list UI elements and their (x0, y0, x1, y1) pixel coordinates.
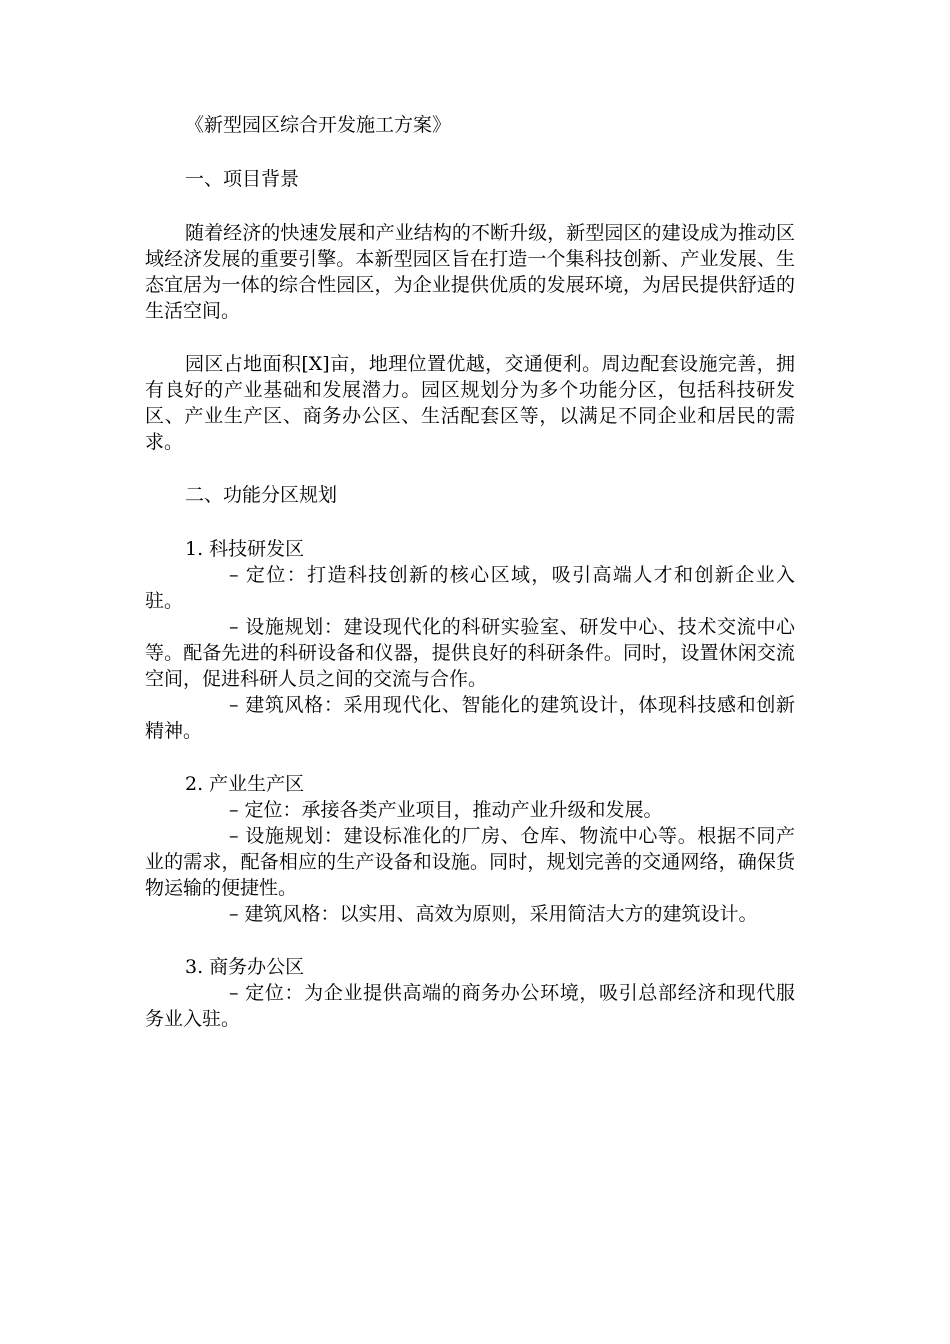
background-paragraph-1: 随着经济的快速发展和产业结构的不断升级，新型园区的建设成为推动区域经济发展的重要引擎。本新型园区旨在打造一个集科技创新、产业发展、生态宜居为一体的综合性园区，为企业提供优质的发展环境，为居民提供舒适的生活空间。 (145, 222, 795, 322)
section-heading-zoning: 二、功能分区规划 (185, 484, 338, 506)
document-body (145, 112, 795, 1059)
zone-bullet: – 设施规划：建设标准化的厂房、仓库、物流中心等。根据不同产业的需求，配备相应的生产设备和设施。同时，规划完善的交通网络，确保货物运输的便捷性。 (145, 825, 795, 899)
zone-business (145, 954, 795, 1032)
zone-title: 2. 产业生产区 (185, 773, 305, 795)
zone-production (145, 771, 795, 927)
zone-bullet: – 建筑风格：采用现代化、智能化的建筑设计，体现科技感和创新精神。 (145, 694, 795, 742)
zone-bullet: – 定位：为企业提供高端的商务办公环境，吸引总部经济和现代服务业入驻。 (145, 982, 795, 1030)
zone-title: 1. 科技研发区 (185, 538, 305, 560)
section-heading-background: 一、项目背景 (185, 168, 300, 190)
zone-bullet: – 建筑风格：以实用、高效为原则，采用简洁大方的建筑设计。 (229, 903, 758, 925)
zone-rd (145, 536, 795, 744)
zone-title: 3. 商务办公区 (185, 956, 305, 978)
zone-bullet: – 设施规划：建设现代化的科研实验室、研发中心、技术交流中心等。配备先进的科研设备和仪器，提供良好的科研条件。同时，设置休闲交流空间，促进科研人员之间的交流与合作。 (145, 616, 795, 690)
document-title: 《新型园区综合开发施工方案》 (185, 114, 452, 136)
background-paragraph-2: 园区占地面积[X]亩，地理位置优越，交通便利。周边配套设施完善，拥有良好的产业基础和发展潜力。园区规划分为多个功能分区，包括科技研发区、产业生产区、商务办公区、生活配套区等，以满足不同企业和居民的需求。 (145, 353, 795, 453)
zone-bullet: – 定位：打造科技创新的核心区域，吸引高端人才和创新企业入驻。 (145, 564, 795, 612)
zone-bullet: – 定位：承接各类产业项目，推动产业升级和发展。 (229, 799, 663, 821)
